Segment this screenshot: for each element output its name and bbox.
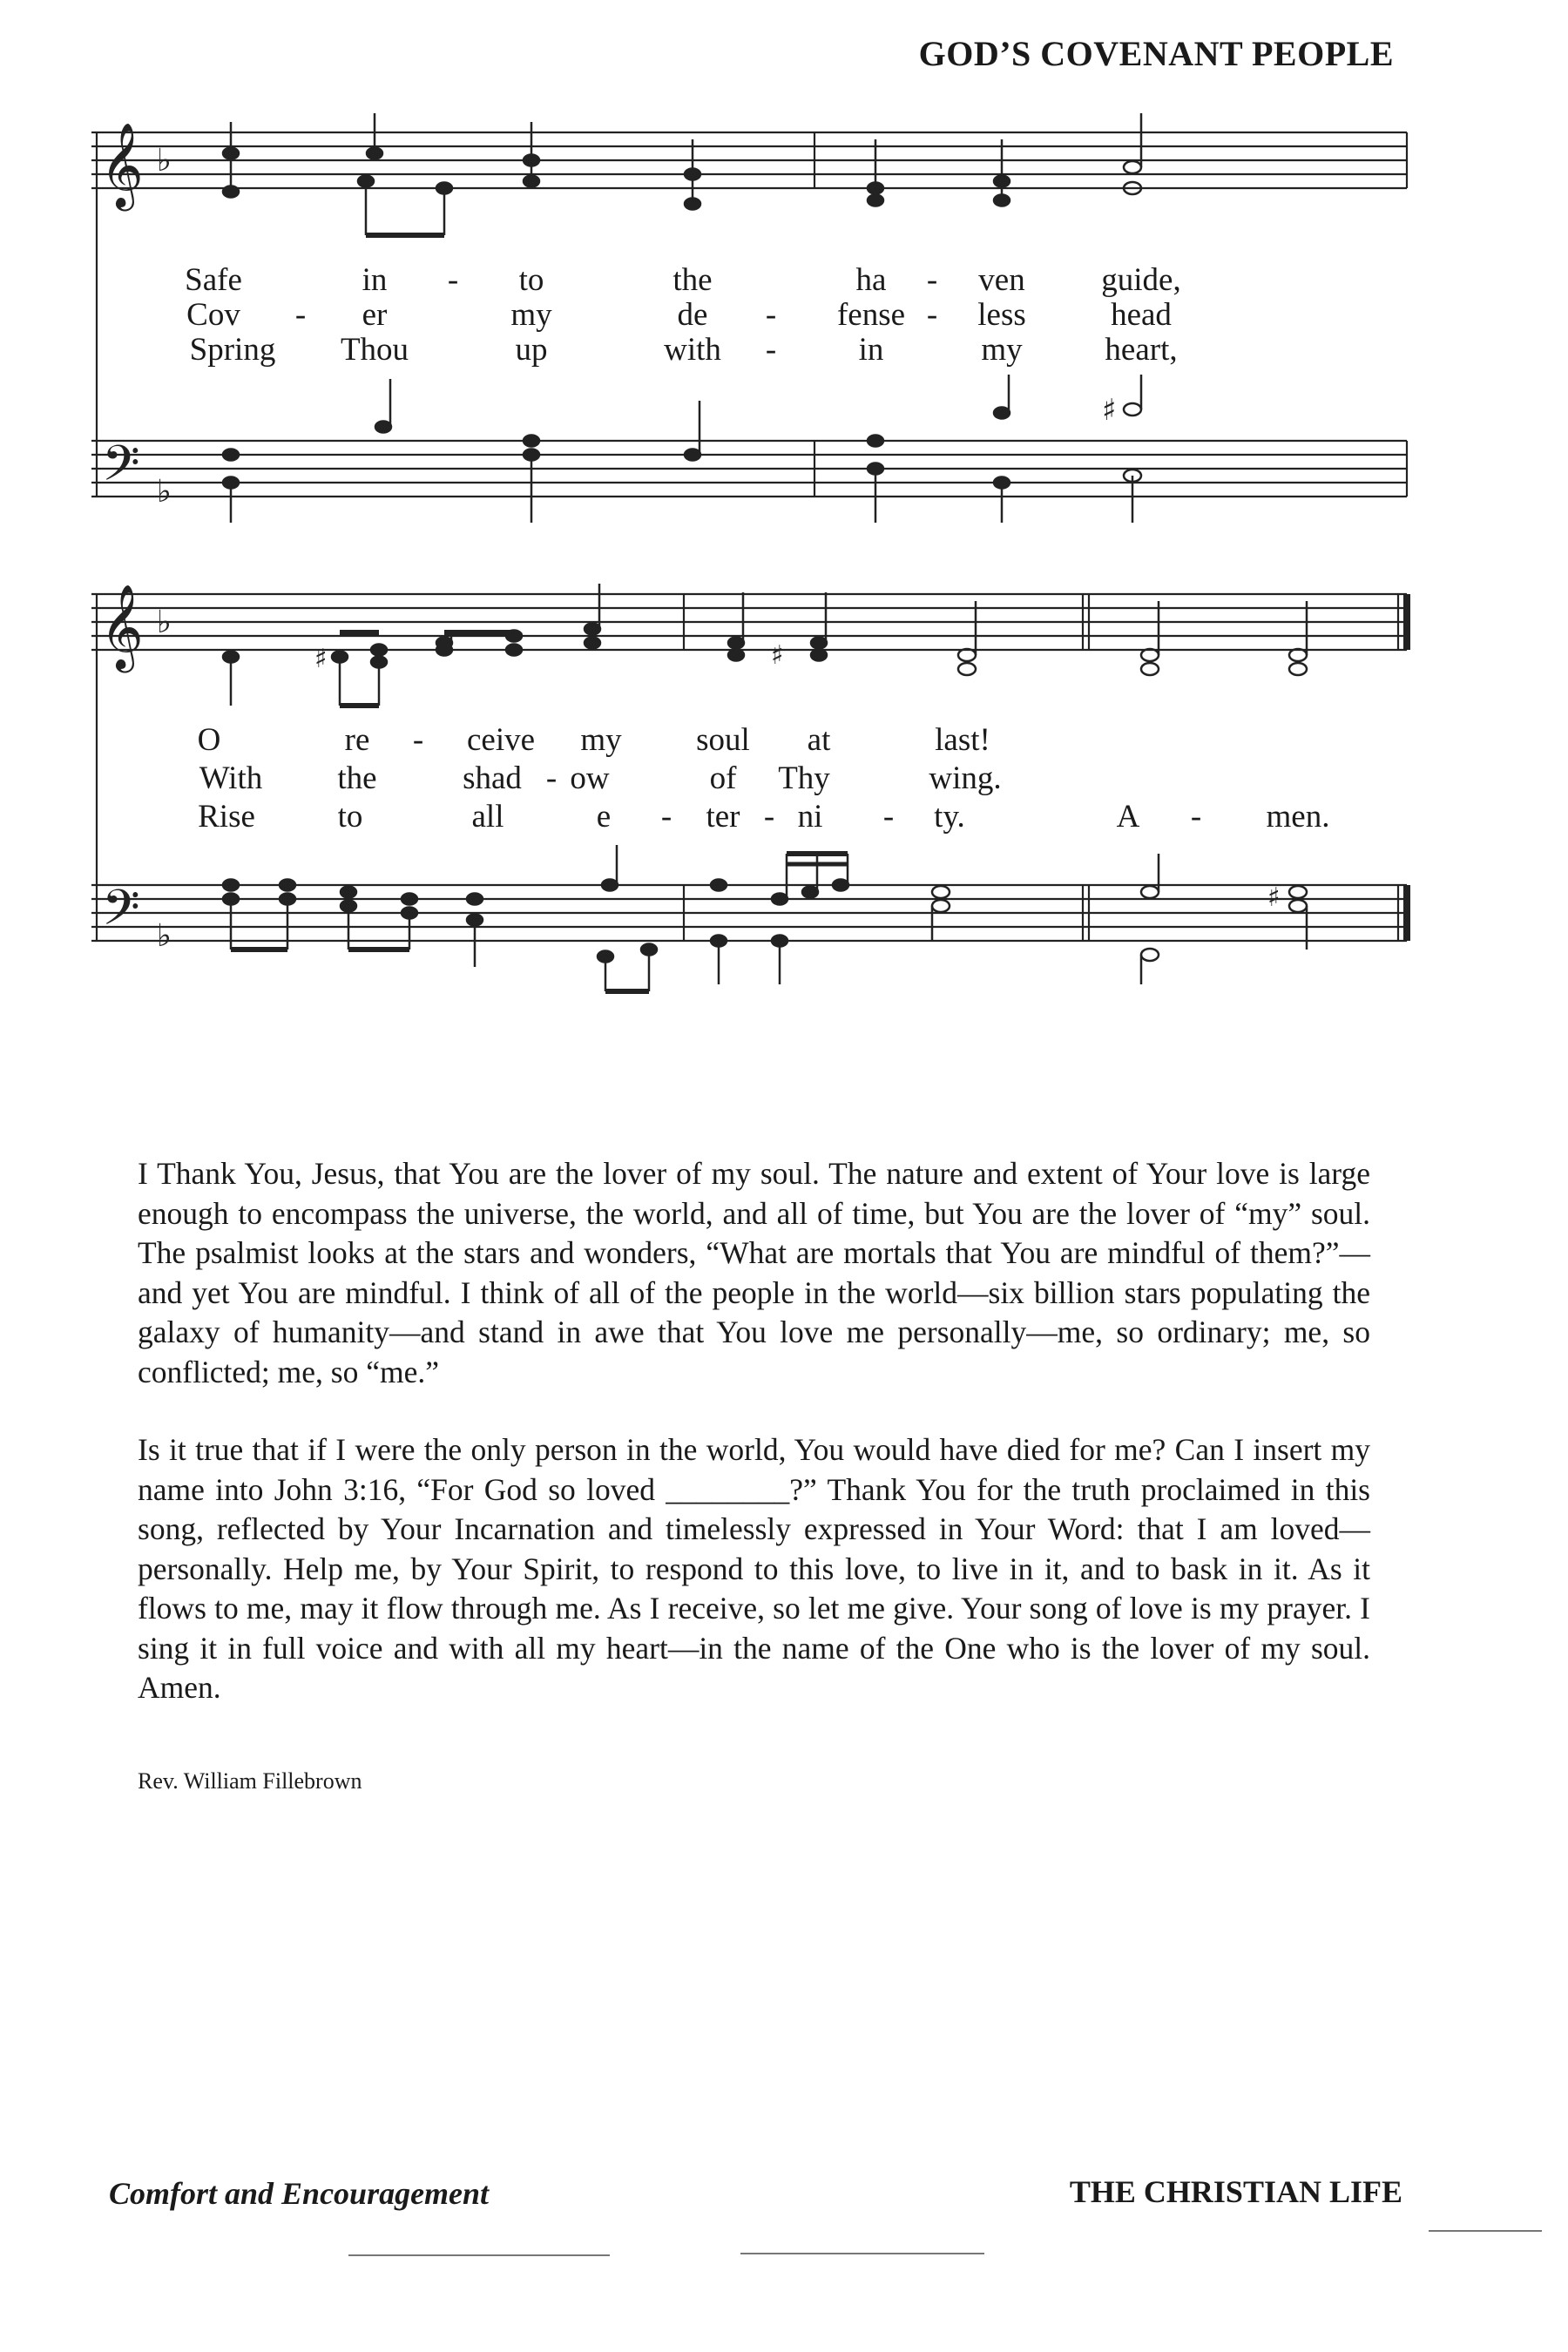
lyric-syllable: ow [570, 760, 610, 796]
lyric-syllable: my [510, 297, 552, 333]
lyric-syllable: to [337, 799, 363, 835]
lyric-line-verse1 [91, 261, 1416, 300]
lyric-syllable: in [858, 332, 884, 368]
footer-rule [1429, 2230, 1542, 2232]
lyric-line-verse1 [91, 721, 1416, 760]
prayer-text [138, 1154, 1370, 1747]
lyric-syllable: re [344, 722, 370, 758]
lyric-syllable: head [1111, 297, 1172, 333]
lyric-syllable: - [447, 262, 459, 298]
lyric-syllable: - [660, 799, 672, 835]
sharp-icon: ♯ [1267, 882, 1281, 913]
lyric-syllable: men. [1266, 799, 1330, 835]
lyric-syllable: - [926, 297, 938, 333]
lyric-syllable: er [362, 297, 388, 333]
prayer-author: Rev. William Fillebrown [138, 1768, 362, 1794]
lyric-syllable: up [515, 332, 548, 368]
lyric-syllable: all [471, 799, 504, 835]
lyric-syllable: the [337, 760, 377, 796]
lyric-line-verse3 [91, 331, 1416, 369]
treble-clef-icon: 𝄞 [100, 122, 144, 207]
lyric-syllable: the [672, 262, 713, 298]
lyric-syllable: - [412, 722, 424, 758]
lyric-line-verse2 [91, 760, 1416, 798]
lyric-syllable: of [709, 760, 737, 796]
lyric-syllable: Rise [198, 799, 255, 835]
prayer-paragraph-1: I Thank You, Jesus, that You are the lover of my soul. The nature and extent of Your love is large enough to encompass the universe, the world, and all of time, but You are the lover of “my” soul. The psalmist looks at the stars and wonders, “What are mortals that You are mindful of them?”—and yet You are mindful. I think of all of the people in the world—six billion stars populating the galaxy of humanity—and stand in awe that You love me personally—me, so ordinary; me, so conflicted; me, so “me.” [138, 1156, 1370, 1389]
treble-clef-icon: 𝄞 [100, 584, 144, 669]
lyric-syllable: - [545, 760, 558, 796]
sharp-icon: ♯ [771, 640, 784, 671]
lyric-syllable: to [518, 262, 544, 298]
footer-section: Comfort and Encouragement [109, 2176, 490, 2211]
lyric-syllable: ter [706, 799, 740, 835]
lyric-syllable: ni [797, 799, 823, 835]
lyric-syllable: ven [978, 262, 1025, 298]
lyric-syllable: less [977, 297, 1026, 333]
bass-clef-icon: 𝄢 [102, 436, 140, 504]
lyric-syllable: Thou [340, 332, 409, 368]
lyric-syllable: With [199, 760, 263, 796]
lyric-syllable: fense [836, 297, 906, 333]
lyric-syllable: at [807, 722, 831, 758]
lyric-syllable: guide, [1101, 262, 1181, 298]
flat-icon: ♭ [157, 605, 172, 640]
lyric-syllable: shad [463, 760, 522, 796]
flat-icon: ♭ [157, 143, 172, 179]
lyric-syllable: Spring [189, 332, 276, 368]
lyric-syllable: last! [935, 722, 990, 758]
lyric-syllable: O [197, 722, 221, 758]
lyric-syllable: Cov [186, 297, 240, 333]
footer-category: THE CHRISTIAN LIFE [1069, 2174, 1402, 2209]
music-system-2 [91, 575, 1416, 993]
lyric-syllable: - [294, 297, 307, 333]
music-system-1 [91, 113, 1416, 531]
lyric-syllable: de [677, 297, 708, 333]
lyric-syllable: wing. [929, 760, 1002, 796]
lyric-syllable: - [926, 262, 938, 298]
lyric-line-verse3 [91, 798, 1416, 836]
sharp-icon: ♯ [1102, 393, 1117, 428]
lyric-syllable: with [664, 332, 721, 368]
prayer-paragraph-2: Is it true that if I were the only person in the world, You would have died for me? Can I insert my name into John 3:16, “For God so loved ________?” Thank You for the truth proclaimed in this song, reflected by Your Incarnation and timelessly expressed in Your Word: that I am loved—personally. Help me, by Your Spirit, to respond to this love, to live in it, and to bask in it. As it flows to me, may it flow through me. As I receive, so let me give. Your song of love is my prayer. I sing it in full voice and with all my heart—in the name of the One who is the lover of my soul. Amen. [138, 1432, 1370, 1705]
lyric-syllable: Safe [185, 262, 242, 298]
lyric-syllable: e [596, 799, 612, 835]
lyric-syllable: - [763, 799, 775, 835]
lyric-syllable: soul [696, 722, 750, 758]
sharp-icon: ♯ [314, 644, 328, 674]
flat-icon: ♭ [157, 918, 172, 954]
lyric-syllable: - [765, 297, 777, 333]
lyric-syllable: my [981, 332, 1023, 368]
page-header: GOD’S COVENANT PEOPLE [918, 34, 1394, 73]
lyric-syllable: in [362, 262, 388, 298]
flat-icon: ♭ [157, 474, 172, 510]
bass-clef-icon: 𝄢 [102, 880, 140, 949]
lyric-syllable: - [882, 799, 895, 835]
lyric-syllable: ty. [934, 799, 965, 835]
lyric-syllable: ha [855, 262, 887, 298]
lyric-syllable: heart, [1105, 332, 1178, 368]
footer-rule [740, 2253, 984, 2254]
footer-rule [348, 2254, 610, 2256]
lyric-syllable: my [580, 722, 622, 758]
lyric-syllable: - [765, 332, 777, 368]
lyric-line-verse2 [91, 296, 1416, 335]
lyric-syllable: A [1116, 799, 1140, 835]
lyric-syllable: Thy [778, 760, 830, 796]
lyric-syllable: - [1190, 799, 1202, 835]
lyric-syllable: ceive [466, 722, 536, 758]
